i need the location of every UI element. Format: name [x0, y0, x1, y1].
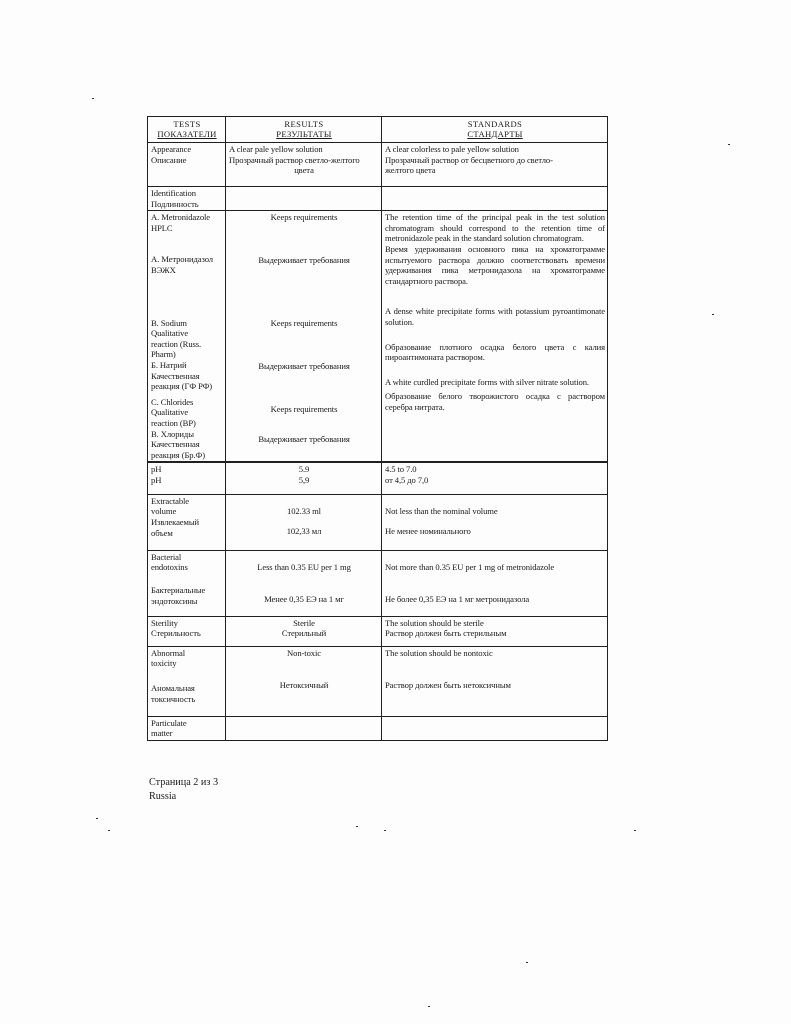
scan-speck [384, 830, 386, 831]
scan-speck [712, 314, 714, 315]
toxicity-result: Non-toxic Нетоксичный [226, 646, 382, 716]
scan-speck [728, 144, 730, 145]
table-row-sterility [148, 616, 608, 646]
header-standards: STANDARDS СТАНДАРТЫ [382, 117, 608, 143]
table-row-particulate-matter [148, 716, 608, 740]
extractable-result: 102.33 ml 102,33 мл [226, 494, 382, 550]
table-row-abnormal-toxicity [148, 646, 608, 716]
identification-results: Keeps requirements Выдерживает требования Keeps requirements Выдерживает требования Keeps requirements Выдерживает требования [226, 211, 382, 463]
table-row-extractable-volume [148, 494, 608, 550]
identification-standards: The retention time of the principal peak in the test solution chromatogram should correspond to the retention time of metronidazole peak in the standard solution chromatogram. Время удерживания основного пика на хроматограмме испытуемого раствора должно соответствовать времени удерживания пика метронидазола на хроматограмме стандартного раствора. A dense white precipitate forms with potassium pyroantimonate solution. Образование плотного осадка белого цвета с калия пироантимоната раствором. A white curdled precipitate forms with silver nitrate solution. Образование белого творожистого осадка с раствором серебра нитрата. [382, 211, 608, 463]
scan-speck [96, 818, 98, 819]
endotoxins-test: Bacterial endotoxins Бактериальные эндотоксины [148, 550, 226, 616]
table-row-endotoxins [148, 550, 608, 616]
table-header-row [148, 117, 608, 143]
extractable-standard: Not less than the nominal volume Не менее номинального [382, 494, 608, 550]
country-label: Russia [149, 791, 177, 802]
sterility-result: Sterile Стерильный [226, 616, 382, 646]
particulate-test: Particulate matter [148, 716, 226, 740]
table-row-appearance [148, 143, 608, 187]
table-row-ph [148, 462, 608, 494]
ph-standard: 4.5 to 7.0 от 4,5 до 7,0 [382, 462, 608, 494]
header-results: RESULTS РЕЗУЛЬТАТЫ [226, 117, 382, 143]
endotoxins-result: Less than 0.35 EU per 1 mg Менее 0,35 ЕЭ на 1 мг [226, 550, 382, 616]
extractable-test: Extractable volume Извлекаемый объем [148, 494, 226, 550]
scan-speck [108, 830, 110, 831]
appearance-result: A clear pale yellow solution Прозрачный раствор светло-желтого цвета [226, 143, 382, 187]
sterility-test: Sterility Стерильность [148, 616, 226, 646]
endotoxins-standard: Not more than 0.35 EU per 1 mg of metronidazole Не более 0,35 ЕЭ на 1 мг метронидазола [382, 550, 608, 616]
table-row-identification-tests [148, 211, 608, 463]
toxicity-standard: The solution should be nontoxic Раствор должен быть нетоксичным [382, 646, 608, 716]
appearance-standard: A clear colorless to pale yellow solution Прозрачный раствор от бесцветного до светло- желтого цвета [382, 143, 608, 187]
ph-test: pH pH [148, 462, 226, 494]
table-row-identification [148, 187, 608, 211]
scan-speck [526, 962, 528, 963]
scan-speck [634, 830, 636, 831]
scan-speck [356, 826, 358, 827]
page-number: Страница 2 из 3 [149, 777, 219, 788]
appearance-test: Appearance Описание [148, 143, 226, 187]
scan-speck [428, 1006, 430, 1007]
ph-result: 5.9 5,9 [226, 462, 382, 494]
scan-speck [92, 98, 94, 99]
identification-test: Identification Подлинность [148, 187, 226, 211]
toxicity-test: Abnormal toxicity Аномальная токсичность [148, 646, 226, 716]
identification-subtests: A. Metronidazole HPLC А. Метронидазол ВЭЖХ B. Sodium Qualitative reaction (Russ. Pharm) Б. Натрий Качественная реакция (ГФ РФ) C. Chlorides Qualitative reaction (BP) В. Хлориды Качественная реакция (Бр.Ф) [148, 211, 226, 463]
sterility-standard: The solution should be sterile Раствор должен быть стерильным [382, 616, 608, 646]
header-tests: TESTS ПОКАЗАТЕЛИ [148, 117, 226, 143]
specification-table [147, 116, 608, 741]
